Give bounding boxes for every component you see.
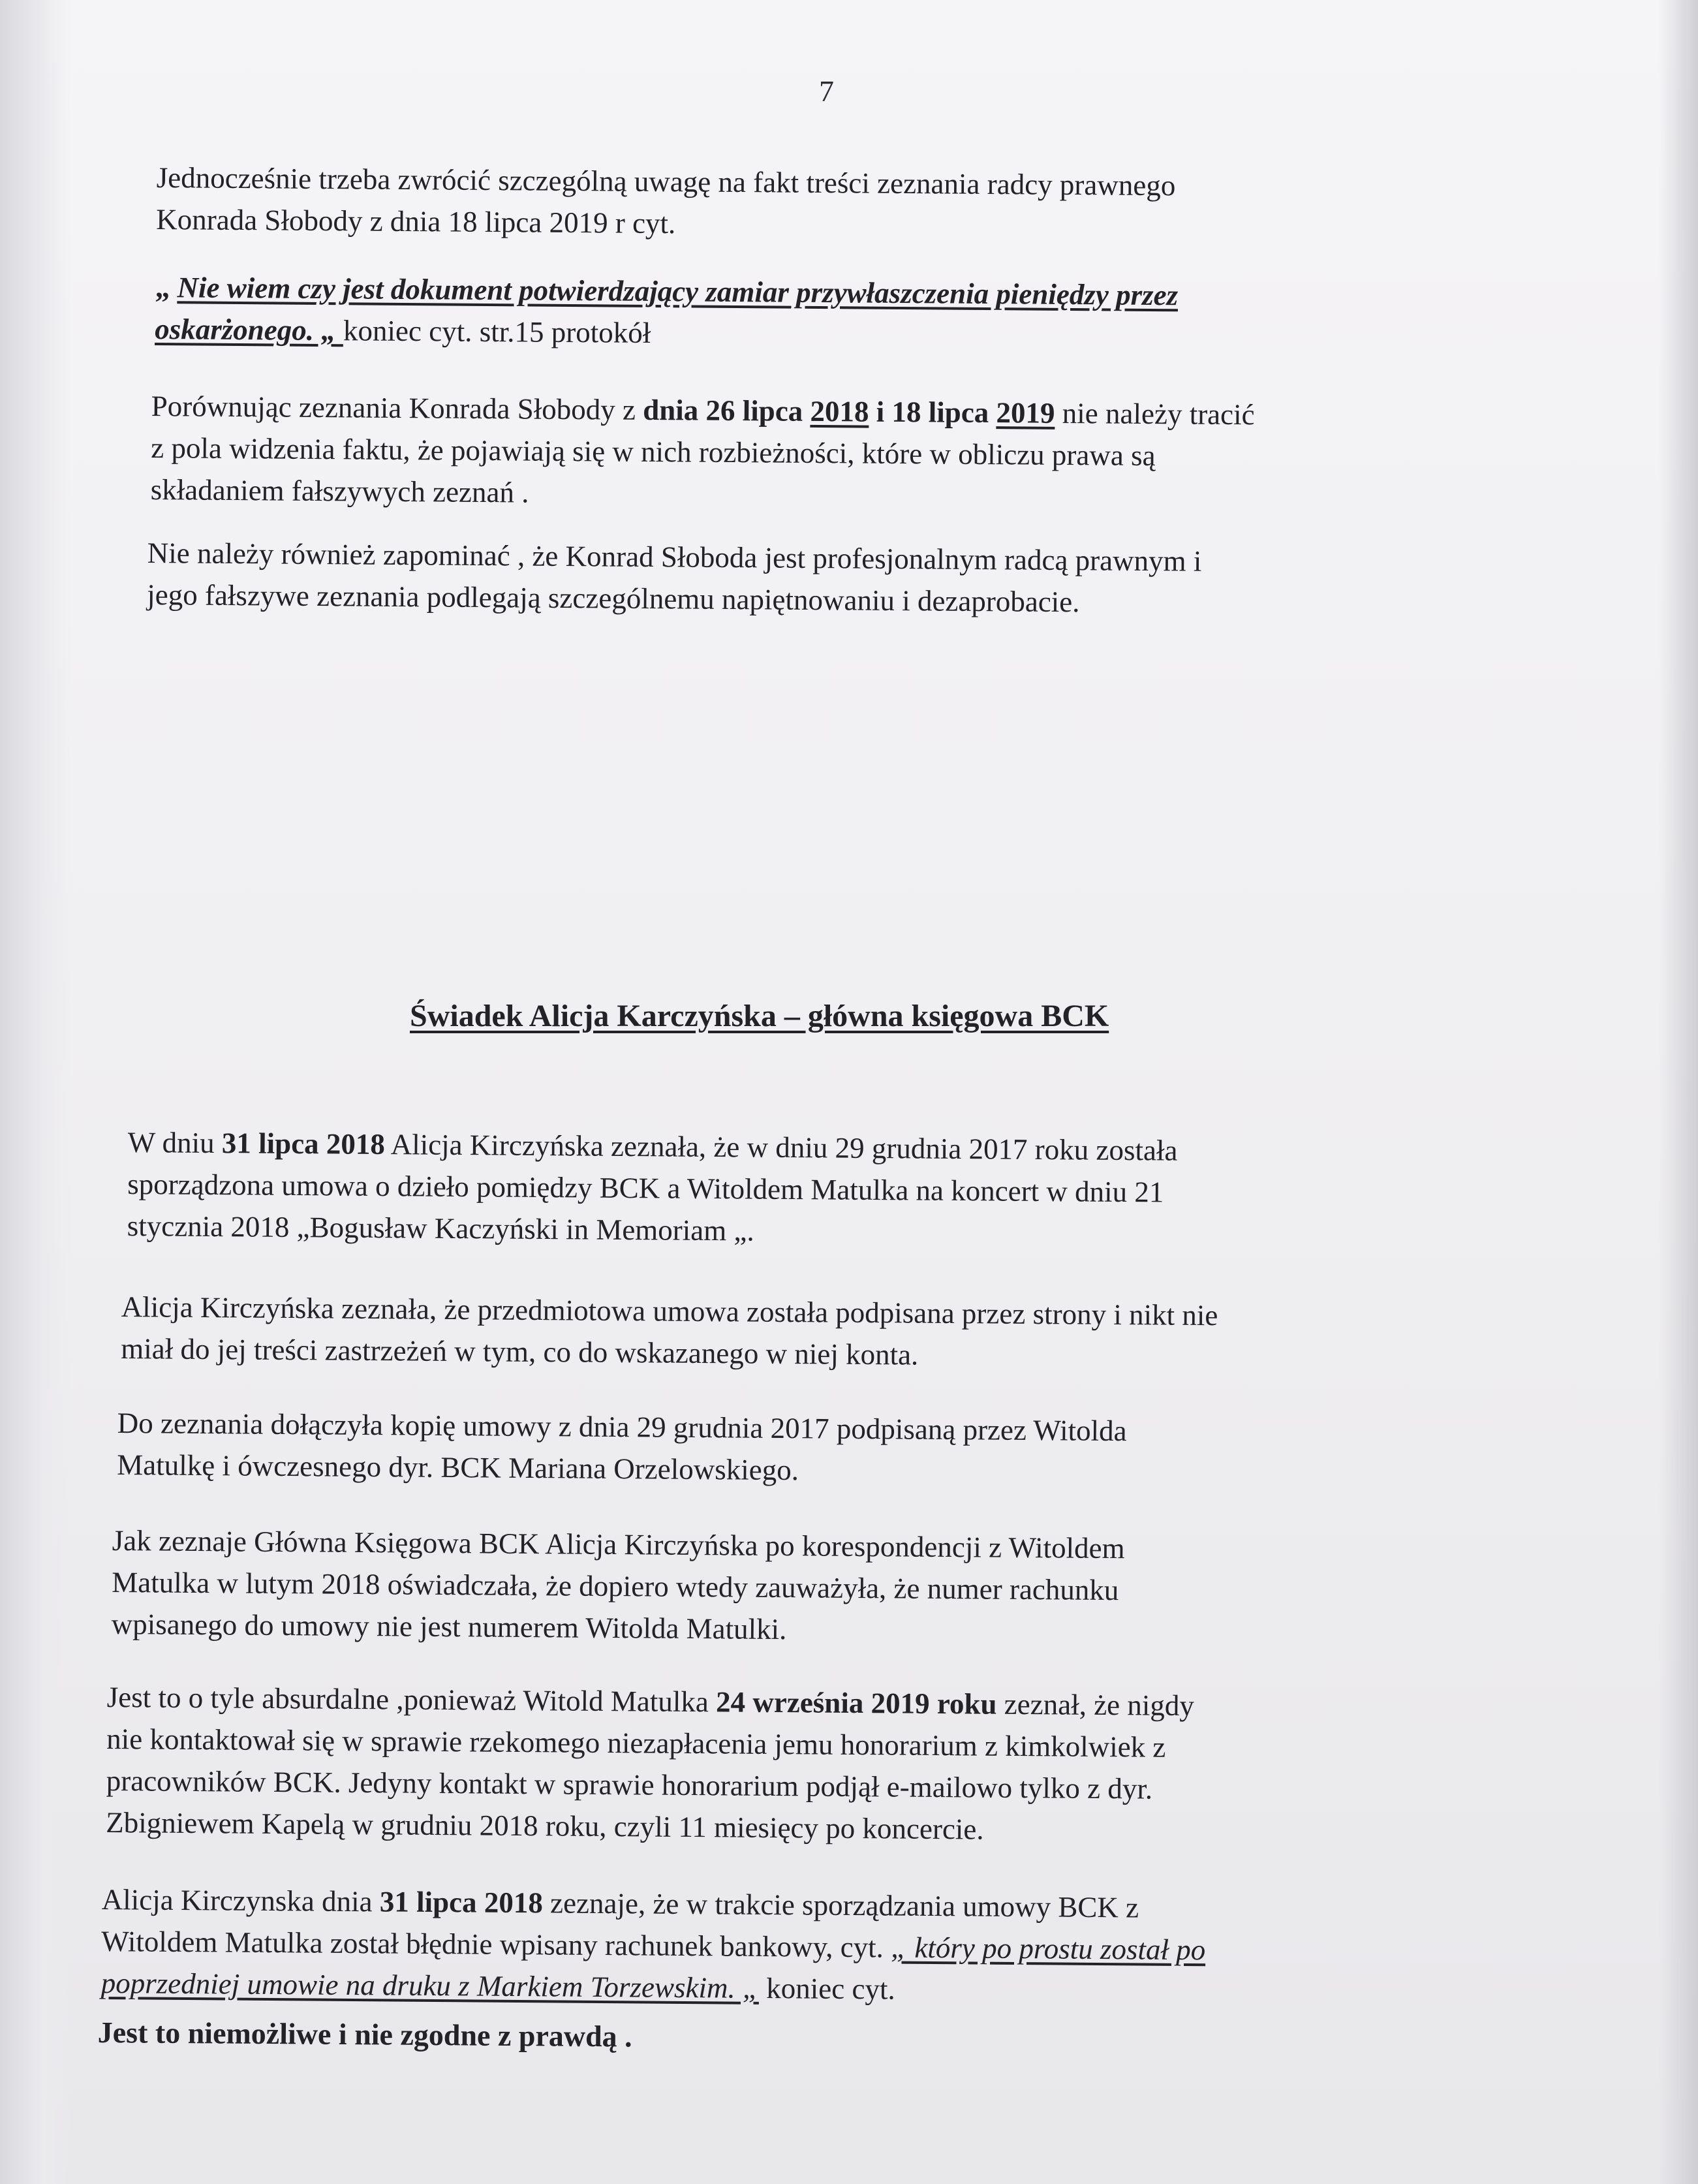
text-line: Konrada Słobody z dnia 18 lipca 2019 r cyt. xyxy=(156,202,676,240)
quote-mark: „ xyxy=(155,270,178,304)
text-segment: nie należy tracić xyxy=(1055,396,1255,431)
paragraph-bank-account xyxy=(100,1879,1206,2012)
text-line: Matulka w lutym 2018 oświadczała, że dopiero wtedy zauważyła, że numer rachunku xyxy=(112,1565,1119,1607)
text-line: składaniem fałszywych zeznań . xyxy=(150,473,529,509)
text-segment: Witoldem Matulka został błędnie wpisany rachunek bankowy, cyt. xyxy=(101,1924,891,1964)
section-heading: Świadek Alicja Karczyńska – główna księgowa BCK xyxy=(410,999,1109,1033)
text-segment: W dniu xyxy=(127,1125,223,1160)
final-statement: Jest to niemożliwe i nie zgodne z prawdą . xyxy=(97,2015,632,2053)
quote-text: poprzedniej umowie na druku z Markiem Torzewskim. „ xyxy=(100,1966,760,2005)
quote-text: oskarżonego. „ xyxy=(155,312,344,347)
bold-date: dnia 26 lipca xyxy=(643,393,810,428)
citation-note: koniec cyt. xyxy=(758,1971,895,2006)
paragraph-signed xyxy=(121,1286,1218,1378)
text-segment: Porównując zeznania Konrada Słobody z xyxy=(151,389,643,426)
text-line: Jednocześnie trzeba zwrócić szczególną uwagę na fakt treści zeznania radcy prawnego xyxy=(156,161,1176,202)
bold-date: 31 lipca 2018 xyxy=(221,1127,386,1161)
paragraph-testimony xyxy=(127,1121,1177,1255)
quote-text: „ który po prostu został po xyxy=(890,1931,1206,1967)
text-segment: zeznał, że nigdy xyxy=(996,1687,1195,1723)
paragraph-accountant xyxy=(111,1520,1124,1653)
text-segment: Alicja Kirczynska dnia xyxy=(101,1882,380,1918)
text-line: sporządzona umowa o dzieło pomiędzy BCK a Witoldem Matulka na koncert w dniu 21 xyxy=(127,1167,1164,1209)
text-line: Jak zeznaje Główna Księgowa BCK Alicja Kirczyńska po korespondencji z Witoldem xyxy=(112,1523,1125,1565)
bold-date: 24 września 2019 roku xyxy=(715,1685,997,1721)
text-line: pracowników BCK. Jedyny kontakt w sprawie honorarium podjął e-mailowo tylko z dyr. xyxy=(106,1764,1153,1805)
citation-note: koniec cyt. str.15 protokół xyxy=(343,314,651,349)
quote-line xyxy=(155,308,1178,358)
quote-block xyxy=(155,266,1178,358)
page-shadow-left xyxy=(0,0,72,2184)
text-line: stycznia 2018 „Bogusław Kaczyński in Memoriam „. xyxy=(127,1209,754,1247)
text-segment: zeznaje, że w trakcie sporządzania umowy BCK z xyxy=(542,1886,1139,1924)
text-line: Zbigniewem Kapelą w grudniu 2018 roku, czyli 11 miesięcy po koncercie. xyxy=(106,1805,984,1846)
paragraph-absurd xyxy=(106,1676,1194,1852)
paragraph-comparison xyxy=(150,385,1254,519)
bold-year: 2018 xyxy=(810,394,869,428)
text-line: miał do jej treści zastrzeżeń w tym, co do wskazanego w niej konta. xyxy=(121,1332,919,1371)
text-line: Matulkę i ówczesnego dyr. BCK Mariana Orzelowskiego. xyxy=(117,1448,799,1487)
text-segment: Alicja Kirczyńska zeznała, że w dniu 29 grudnia 2017 roku została xyxy=(384,1128,1178,1167)
text-line: Do zeznania dołączyła kopię umowy z dnia 29 grudnia 2017 podpisaną przez Witolda xyxy=(117,1406,1127,1448)
text-line: wpisanego do umowy nie jest numerem Witolda Matulki. xyxy=(111,1607,787,1646)
text-line: jego fałszywe zeznania podlegają szczególnemu napiętnowaniu i dezaprobacie. xyxy=(147,578,1080,619)
text-line: Alicja Kirczyńska zeznała, że przedmiotowa umowa została podpisana przez strony i nikt nie xyxy=(121,1290,1218,1332)
text-line: z pola widzenia faktu, że pojawiają się w nich rozbieżności, które w obliczu prawa są xyxy=(151,431,1156,473)
bold-date: 31 lipca 2018 xyxy=(379,1885,544,1920)
paragraph-intro xyxy=(156,157,1176,248)
quote-text: Nie wiem czy jest dokument potwierdzający zamiar przywłaszczenia pieniędzy przez xyxy=(177,271,1179,312)
page-shadow-right xyxy=(1659,0,1698,2184)
paragraph-copy xyxy=(117,1402,1127,1493)
text-line: nie kontaktował się w sprawie rzekomego niezapłacenia jemu honorarium z kimkolwiek z xyxy=(106,1722,1166,1764)
text-segment: Jest to o tyle absurdalne ,ponieważ Witold Matulka xyxy=(106,1680,717,1719)
bold-date: i 18 lipca xyxy=(869,395,996,429)
paragraph-professional xyxy=(147,532,1202,624)
bold-year: 2019 xyxy=(996,396,1055,429)
text-line: Nie należy również zapominać , że Konrad Słoboda jest profesjonalnym radcą prawnym i xyxy=(147,536,1202,578)
text-line xyxy=(100,1962,1205,2012)
page-number: 7 xyxy=(819,74,834,108)
